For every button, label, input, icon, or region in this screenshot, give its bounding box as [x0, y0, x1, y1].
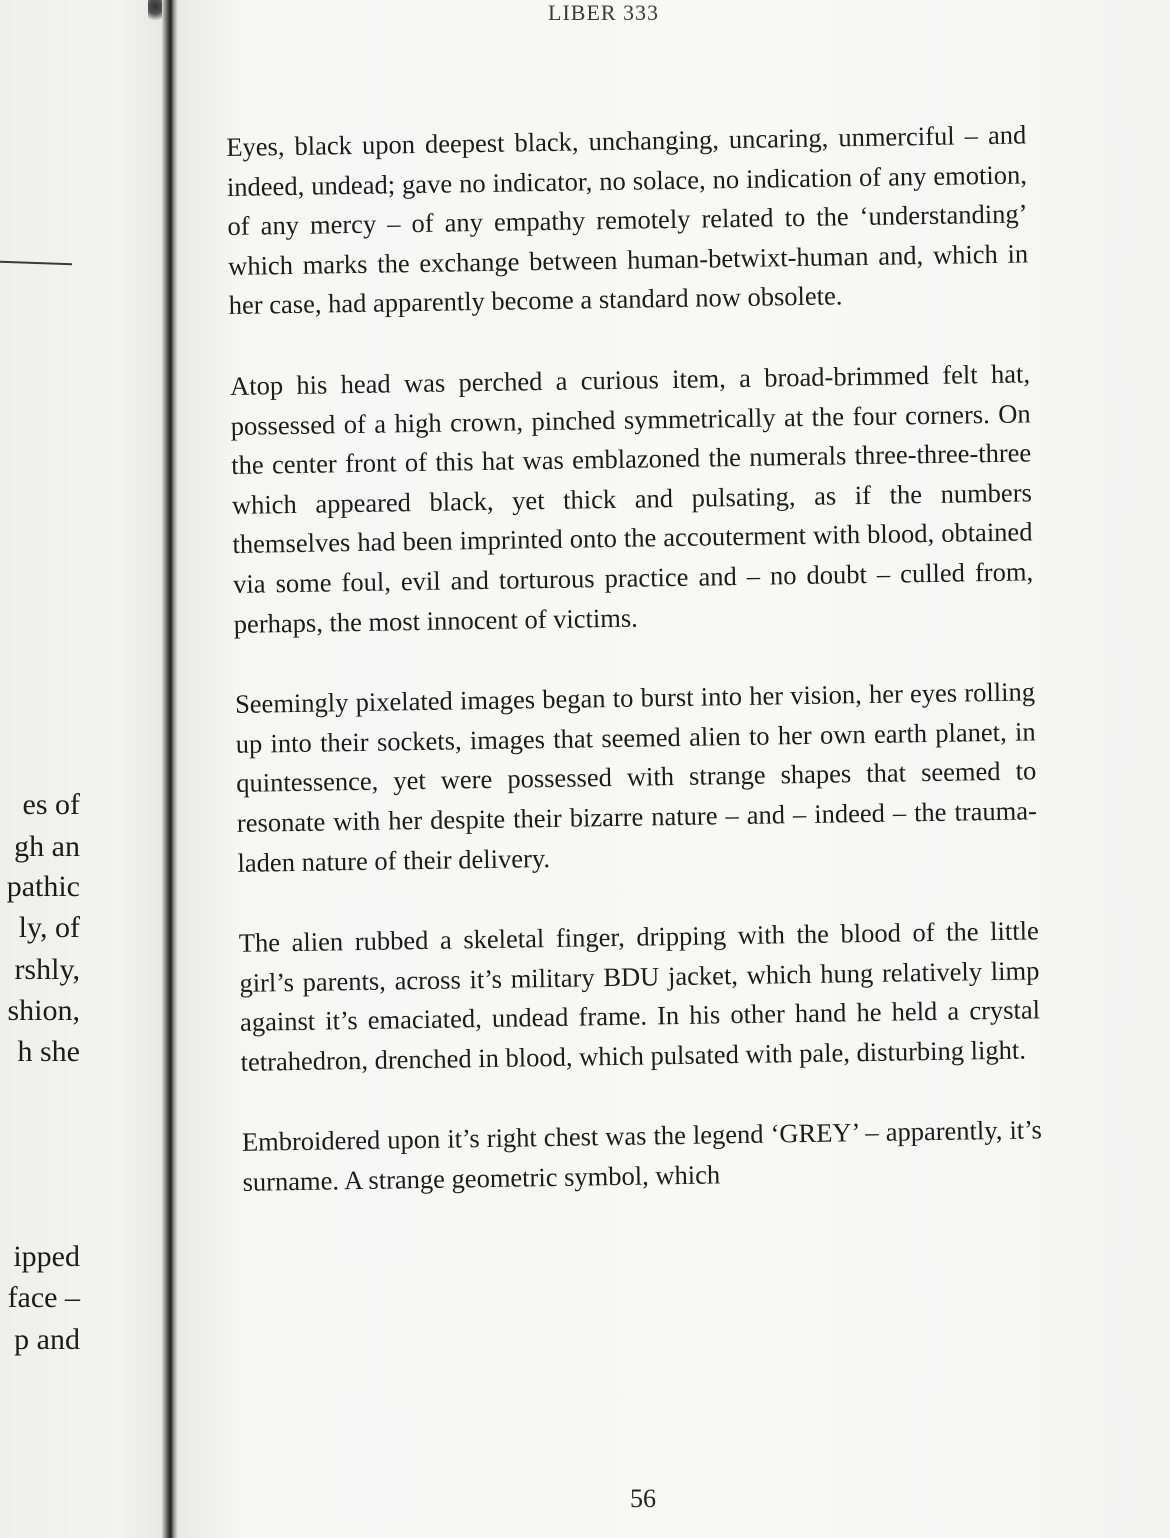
left-fragment: pathic [6, 870, 80, 903]
page-number: 56 [630, 1484, 656, 1513]
book-gutter [162, 0, 178, 1538]
paragraph: Seemingly pixelated images began to burst into her vision, her eyes rolling up into their sockets, images that seemed alien to her own earth planet, in quintessence, yet were possessed with strange shapes that seemed to resonate with her despite their bizarre nature – and – indeed – the trauma-laden nature of their delivery. [234, 676, 1038, 878]
left-fragment: es of [22, 788, 80, 821]
left-fragment: p and [14, 1323, 80, 1356]
left-fragment: ipped [13, 1240, 80, 1273]
left-page-rule [0, 261, 72, 266]
left-fragment: h she [17, 1035, 80, 1068]
running-head: LIBER 333 [548, 0, 660, 25]
paragraph: The alien rubbed a skeletal finger, dripping with the blood of the little girl’s parents, across it’s military BDU jacket, which hung relatively limp against it’s emaciated, undead frame. In his other hand he held a crystal tetrahedron, drenched in blood, which pulsated with pale, disturbing light. [238, 915, 1041, 1077]
left-page [0, 0, 168, 1538]
left-fragment: ly, of [18, 911, 80, 944]
paragraph: Embroidered upon it’s right chest was the legend ‘GREY’ – apparently, it’s surname. A strange geometric symbol, which [241, 1114, 1043, 1197]
body-text [226, 115, 1043, 1243]
left-fragment: shion, [7, 994, 80, 1027]
left-fragment: gh an [14, 830, 80, 863]
paragraph: Eyes, black upon deepest black, unchanging, uncaring, unmerciful – and indeed, undead; gave no indicator, no solace, no indication of any emotion, of any mercy – of any empathy remotely related to the ‘understanding’ which marks the exchange between human-betwixt-human and, which in her case, had apparently become a standard now obsolete. [226, 119, 1029, 321]
paragraph: Atop his head was perched a curious item, a broad-brimmed felt hat, possessed of a high crown, pinched symmetrically at the four corners. On the center front of this hat was emblazoned the numerals three-three-three which appeared black, yet thick and pulsating, as if the numbers themselves had been imprinted onto the accouterment with blood, obtained via some foul, evil and torturous practice and – no doubt – culled from, perhaps, the most innocent of victims. [229, 358, 1034, 639]
left-fragment: face – [7, 1281, 80, 1314]
left-fragment: rshly, [14, 953, 80, 986]
